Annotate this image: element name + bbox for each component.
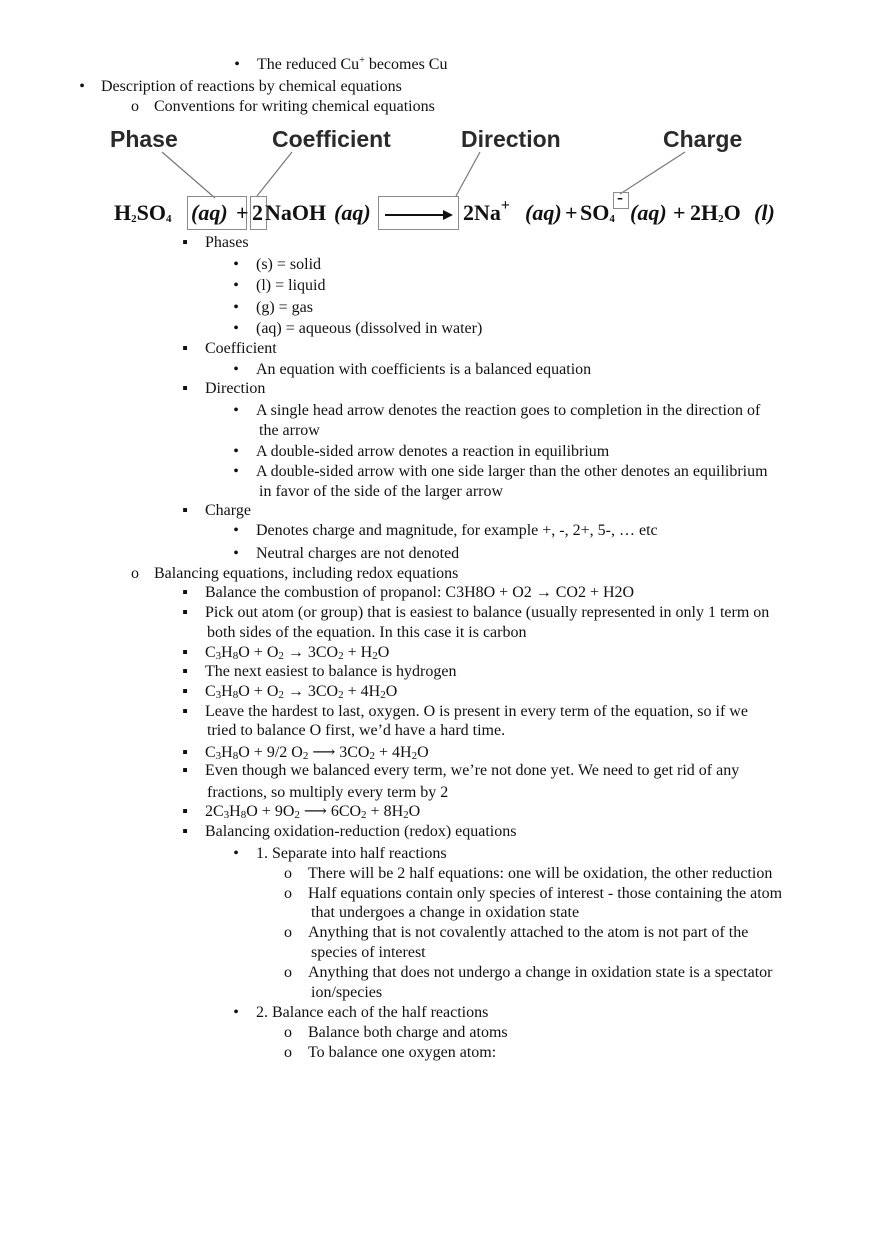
coefficient-callout-line — [257, 152, 292, 196]
text: 1. Separate into half reactions — [256, 845, 447, 862]
bullet: • — [233, 402, 239, 419]
text: Description of reactions by chemical equations — [101, 78, 402, 95]
text: (g) = gas — [256, 299, 314, 316]
bullet: ▪ — [182, 803, 188, 820]
text: Direction — [205, 380, 266, 397]
text-continuation: in favor of the side of the larger arrow — [259, 483, 504, 500]
phase-l: (l) — [754, 200, 775, 225]
bullet: ▪ — [182, 744, 188, 761]
bullet: o — [284, 1044, 292, 1061]
bullet: ▪ — [182, 234, 188, 251]
text: (aq) = aqueous (dissolved in water) — [256, 320, 483, 337]
text: Anything that does not undergo a change in oxidation state is a spectator — [308, 964, 773, 981]
bullet: ▪ — [182, 502, 188, 519]
text: Coefficient — [205, 340, 277, 357]
phase-label: Phase — [110, 126, 178, 152]
text: (l) = liquid — [256, 277, 326, 294]
bullet: ▪ — [182, 644, 188, 661]
product-so4: $SO_4$ — [580, 200, 615, 225]
text: Balance both charge and atoms — [308, 1024, 508, 1041]
text: Even though we balanced every term, we’re not done yet. We need to get rid of any — [205, 762, 740, 779]
bullet: ▪ — [182, 380, 188, 397]
text-continuation: species of interest — [311, 944, 426, 961]
bullet: • — [233, 320, 239, 337]
bullet: o — [131, 565, 139, 582]
bullet: o — [284, 885, 292, 902]
phase-aq-1: (aq) — [191, 200, 228, 225]
charge-callout-line — [620, 152, 685, 194]
text: becomes Cu — [364, 56, 448, 73]
text: Phases — [205, 234, 249, 251]
text: (s) = solid — [256, 256, 322, 273]
text: Neutral charges are not denoted — [256, 545, 460, 562]
text-continuation: ion/species — [311, 984, 383, 1001]
bullet: ▪ — [182, 703, 188, 720]
charge-label: Charge — [663, 126, 743, 152]
direction-label: Direction — [461, 126, 561, 152]
text-continuation: both sides of the equation. In this case it is carbon — [207, 624, 527, 641]
bullet: • — [233, 463, 239, 480]
bullet: o — [284, 924, 292, 941]
direction-callout-line — [456, 152, 480, 196]
superscript: + — [359, 55, 365, 66]
text: Charge — [205, 502, 251, 519]
right-arrow-icon — [383, 208, 455, 222]
bullet: • — [233, 545, 239, 562]
plus-sign: + — [565, 200, 578, 225]
bullet: o — [131, 98, 139, 115]
bullet: • — [233, 522, 239, 539]
equation: $2C_3H_8O + 9O_2$ ⟶ $6CO_2 + 8H_2O$ — [205, 803, 421, 821]
coefficient-label: Coefficient — [272, 126, 391, 152]
bullet: • — [234, 56, 240, 73]
text: A double-sided arrow denotes a reaction in equilibrium — [256, 443, 610, 460]
phase-callout-line — [162, 152, 215, 198]
text: Half equations contain only species of interest - those containing the atom — [308, 885, 783, 902]
text: The next easiest to balance is hydrogen — [205, 663, 457, 680]
bullet: • — [233, 256, 239, 273]
text: Balancing equations, including redox equations — [154, 565, 459, 582]
text: Anything that is not covalently attached to the atom is not part of the — [308, 924, 749, 941]
text: A double-sided arrow with one side larger than the other denotes an equilibrium — [256, 463, 768, 480]
bullet: o — [284, 1024, 292, 1041]
text: Pick out atom (or group) that is easiest to balance (usually represented in only 1 term on — [205, 604, 770, 621]
text: A single head arrow denotes the reaction goes to completion in the direction of — [256, 402, 761, 419]
text: Denotes charge and magnitude, for example +, -, 2+, 5-, … etc — [256, 522, 658, 539]
text: To balance one oxygen atom: — [308, 1044, 497, 1061]
text: Balancing oxidation-reduction (redox) equations — [205, 823, 517, 840]
chemical-equation-figure — [100, 120, 800, 235]
bullet: ▪ — [182, 604, 188, 621]
bullet: • — [233, 299, 239, 316]
coefficient-value: 2 — [252, 200, 263, 225]
text: Balance the combustion of propanol: C3H8O + O2 → CO2 + H2O — [205, 584, 635, 601]
text: Conventions for writing chemical equations — [154, 98, 435, 115]
equation: $C_3H_8O + O_2 \to 3CO_2 + H_2O$ — [205, 644, 390, 662]
bullet: • — [79, 78, 85, 95]
bullet: • — [233, 1004, 239, 1021]
charge-value: - — [617, 187, 623, 207]
text: 2. Balance each of the half reactions — [256, 1004, 489, 1021]
bullet: o — [284, 964, 292, 981]
phase-aq-2: (aq) — [334, 200, 371, 225]
phase-aq-3: (aq) — [525, 200, 562, 225]
text: Leave the hardest to last, oxygen. O is present in every term of the equation, so if we — [205, 703, 748, 720]
reactant-naoh: NaOH — [265, 200, 327, 225]
bullet: • — [233, 361, 239, 378]
plus-sign: + — [673, 200, 686, 225]
bullet: • — [233, 443, 239, 460]
bullet: ▪ — [182, 823, 188, 840]
plus-sign: + — [236, 200, 249, 225]
product-na: 2Na+ — [463, 197, 511, 225]
text-continuation: the arrow — [259, 422, 320, 439]
bullet: ▪ — [182, 762, 188, 779]
text-continuation: tried to balance O first, we’d have a hard time. — [207, 722, 506, 739]
bullet: ▪ — [182, 683, 188, 700]
text-continuation: that undergoes a change in oxidation state — [311, 904, 580, 921]
equation: $C_3H_8O + O_2 \to 3CO_2 + 4H_2O$ — [205, 683, 398, 701]
bullet: ▪ — [182, 663, 188, 680]
text: The reduced Cu — [257, 56, 360, 73]
text: There will be 2 half equations: one will be oxidation, the other reduction — [308, 865, 773, 882]
text-continuation: fractions, so multiply every term by 2 — [207, 784, 449, 801]
product-h2o: $2H_2O$ — [690, 200, 741, 225]
bullet: • — [233, 277, 239, 294]
bullet: • — [233, 845, 239, 862]
text: An equation with coefficients is a balanced equation — [256, 361, 592, 378]
phase-aq-4: (aq) — [630, 200, 667, 225]
equation: $C_3H_8O + 9/2$ $O_2$ ⟶ $3CO_2 + 4H_2O$ — [205, 744, 429, 762]
bullet: ▪ — [182, 584, 188, 601]
bullet: ▪ — [182, 340, 188, 357]
reactant-h2so4: $H_2SO_4$ — [114, 200, 172, 225]
bullet: o — [284, 865, 292, 882]
